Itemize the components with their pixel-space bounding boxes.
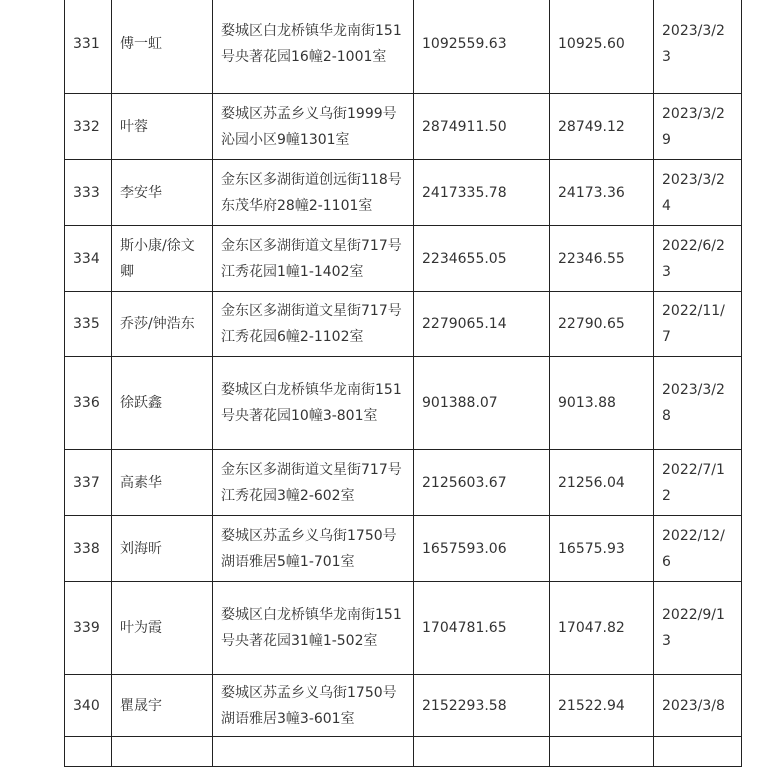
table-row (65, 94, 742, 160)
fee: 10925.60 (550, 0, 654, 94)
row-number: 336 (65, 357, 112, 450)
date: 2023/3/24 (654, 160, 742, 226)
owner-name: 傅一虹 (112, 0, 213, 94)
row-number: 337 (65, 450, 112, 516)
row-number: 335 (65, 292, 112, 357)
amount: 1704781.65 (414, 582, 550, 675)
fee: 22790.65 (550, 292, 654, 357)
owner-name (112, 737, 213, 767)
address: 金东区多湖街道文星街717号江秀花园3幢2-602室 (213, 450, 414, 516)
address (213, 737, 414, 767)
row-number: 334 (65, 226, 112, 292)
fee: 16575.93 (550, 516, 654, 582)
date: 2022/6/23 (654, 226, 742, 292)
address: 金东区多湖街道文星街717号江秀花园1幢1-1402室 (213, 226, 414, 292)
date: 2022/7/12 (654, 450, 742, 516)
fee: 21256.04 (550, 450, 654, 516)
amount: 2152293.58 (414, 675, 550, 737)
amount: 1657593.06 (414, 516, 550, 582)
row-number: 332 (65, 94, 112, 160)
row-number: 339 (65, 582, 112, 675)
table-row (65, 582, 742, 675)
date: 2022/11/7 (654, 292, 742, 357)
table-row (65, 450, 742, 516)
row-number: 333 (65, 160, 112, 226)
address: 婺城区白龙桥镇华龙南街151号央著花园16幢2-1001室 (213, 0, 414, 94)
records-table (64, 0, 742, 767)
address: 金东区多湖街道文星街717号江秀花园6幢2-1102室 (213, 292, 414, 357)
table-row (65, 292, 742, 357)
date: 2023/3/29 (654, 94, 742, 160)
table-row (65, 675, 742, 737)
owner-name: 高素华 (112, 450, 213, 516)
date: 2023/3/28 (654, 357, 742, 450)
table-row (65, 357, 742, 450)
amount: 901388.07 (414, 357, 550, 450)
date: 2022/9/13 (654, 582, 742, 675)
amount (414, 737, 550, 767)
owner-name: 乔莎/钟浩东 (112, 292, 213, 357)
table-row (65, 226, 742, 292)
owner-name: 瞿晟宇 (112, 675, 213, 737)
row-number (65, 737, 112, 767)
address: 婺城区白龙桥镇华龙南街151号央著花园10幢3-801室 (213, 357, 414, 450)
fee: 21522.94 (550, 675, 654, 737)
fee: 24173.36 (550, 160, 654, 226)
fee: 22346.55 (550, 226, 654, 292)
row-number: 338 (65, 516, 112, 582)
address: 婺城区苏孟乡义乌街1750号湖语雅居3幢3-601室 (213, 675, 414, 737)
owner-name: 斯小康/徐文卿 (112, 226, 213, 292)
date: 2023/3/23 (654, 0, 742, 94)
row-number: 340 (65, 675, 112, 737)
row-number: 331 (65, 0, 112, 94)
address: 婺城区苏孟乡义乌街1750号湖语雅居5幢1-701室 (213, 516, 414, 582)
owner-name: 叶为霞 (112, 582, 213, 675)
address: 婺城区白龙桥镇华龙南街151号央著花园31幢1-502室 (213, 582, 414, 675)
amount: 2874911.50 (414, 94, 550, 160)
address: 金东区多湖街道创远街118号东茂华府28幢2-1101室 (213, 160, 414, 226)
owner-name: 徐跃鑫 (112, 357, 213, 450)
owner-name: 刘海昕 (112, 516, 213, 582)
table-row (65, 516, 742, 582)
amount: 1092559.63 (414, 0, 550, 94)
fee (550, 737, 654, 767)
date: 2022/12/6 (654, 516, 742, 582)
amount: 2279065.14 (414, 292, 550, 357)
table-row (65, 0, 742, 94)
fee: 9013.88 (550, 357, 654, 450)
owner-name: 李安华 (112, 160, 213, 226)
fee: 17047.82 (550, 582, 654, 675)
table-row (65, 160, 742, 226)
address: 婺城区苏孟乡义乌街1999号沁园小区9幢1301室 (213, 94, 414, 160)
amount: 2234655.05 (414, 226, 550, 292)
owner-name: 叶蓉 (112, 94, 213, 160)
date (654, 737, 742, 767)
table-row (65, 737, 742, 767)
date: 2023/3/8 (654, 675, 742, 737)
fee: 28749.12 (550, 94, 654, 160)
amount: 2417335.78 (414, 160, 550, 226)
records-body (65, 0, 742, 767)
amount: 2125603.67 (414, 450, 550, 516)
